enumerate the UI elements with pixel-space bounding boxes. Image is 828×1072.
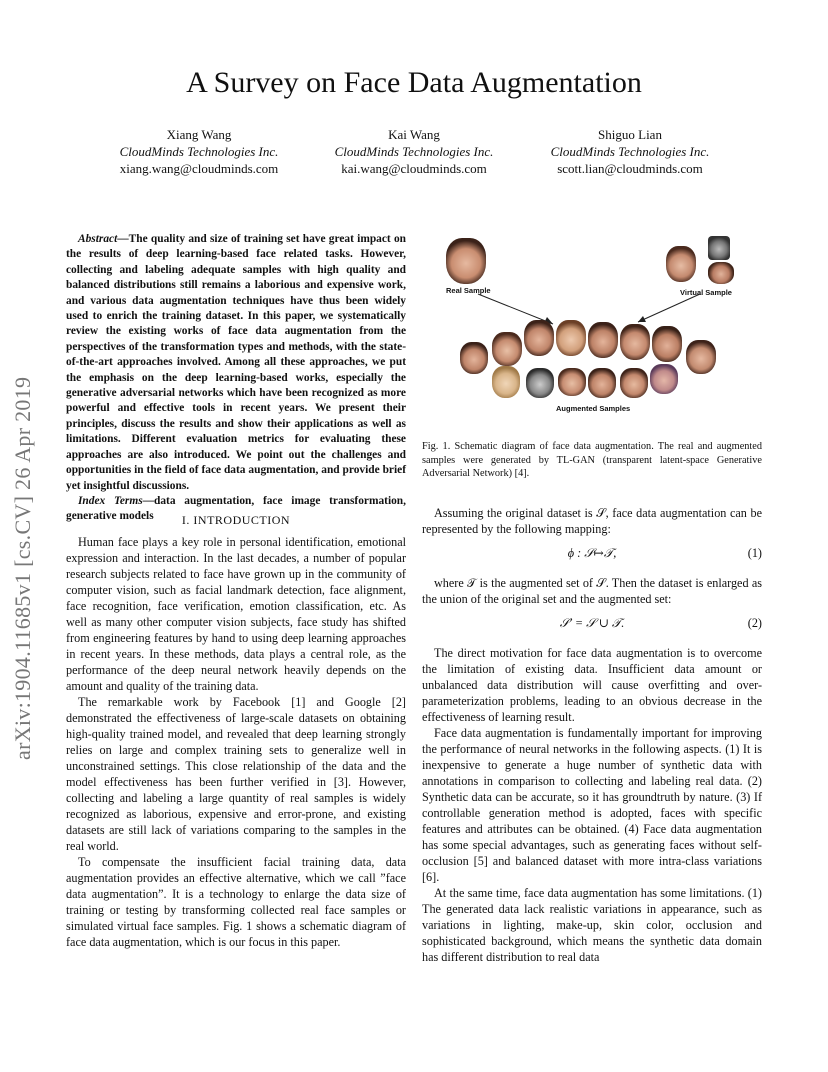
- equation-formula: ϕ : 𝒮↦𝒯,: [567, 546, 617, 560]
- virtual-face-image: [708, 236, 730, 260]
- body-paragraph: The remarkable work by Facebook [1] and Google [2] demonstrated the effectiveness of large-scale datasets on obtaining high-quality trained model, and revealed that deep learning strongly relies on large and complex training sets to generalize well in unconstrained settings. This close relationship of the data and the model effectiveness has been further verified in [3]. However, collecting and labeling a large quantity of real samples is widely recognized as laborious, expensive and error-prone, and existing datasets are still lack of variations comparing to the samples in the real world.: [66, 695, 406, 853]
- virtual-face-image: [708, 262, 734, 284]
- equation-number: (1): [747, 546, 762, 560]
- left-column-body: [66, 500, 406, 950]
- author-affiliation: CloudMinds Technologies Inc.: [334, 144, 494, 159]
- body-paragraph: Assuming the original dataset is 𝒮, face data augmentation can be represented by the following mapping:: [422, 506, 762, 536]
- equation-1: [422, 545, 762, 567]
- author-email: scott.lian@cloudminds.com: [557, 161, 703, 176]
- equation-2: [422, 615, 762, 637]
- abstract: [66, 232, 406, 525]
- figure-caption: Fig. 1. Schematic diagram of face data augmentation. The real and augmented samples were generated by TL-GAN (transparent latent-space Generative Adversarial Network) [4].: [422, 441, 762, 479]
- author-email: kai.wang@cloudminds.com: [341, 161, 487, 176]
- author-email: xiang.wang@cloudminds.com: [119, 161, 279, 176]
- augmented-face-image: [492, 332, 522, 366]
- abstract-text: —The quality and size of training set have great impact on the results of deep learning-based face related tasks. However, collecting and labeling adequate samples with high quality and balanced distributions still remains a laborious and expensive work, and various data augmentation techniques have thus been widely used to enrich the training dataset. In this paper, we systematically review the existing works of face data augmentation from the perspectives of the transformation types and methods, with the state-of-the-art approaches involved. Among all these approaches, we put the emphasis on the deep learning-based works, especially the generative adversarial networks which have been recognized as more powerful and effective tools in recent years. We present their principles, discuss the results and show their applications as well as limitations. Different evaluation metrics for evaluating these approaches are also introduced. We point out the challenges and opportunities in the field of face data augmentation, and provide brief yet insightful discussions.: [66, 233, 406, 492]
- virtual-face-image: [666, 246, 696, 282]
- equation-formula: 𝒮′ = 𝒮 ∪ 𝒯.: [559, 616, 625, 630]
- augmented-face-image: [526, 368, 554, 398]
- arrow-line: [638, 294, 700, 322]
- index-terms-text: —data augmentation, face image transformation, generative models: [66, 494, 406, 523]
- augmented-face-image: [558, 368, 586, 396]
- figure-1: [438, 232, 758, 432]
- body-paragraph: where 𝒯 is the augmented set of 𝒮. Then the dataset is enlarged as the union of the original set and the augmented set:: [422, 576, 762, 606]
- paper-title: A Survey on Face Data Augmentation: [186, 66, 642, 99]
- body-paragraph: At the same time, face data augmentation has some limitations. (1) The generated data lack realistic variations in appearance, such as variations in lighting, make-up, skin color, occlusion and sophisticated background, which means the synthetic data domain has different distribution to real data: [422, 886, 762, 964]
- augmented-face-image: [620, 324, 650, 360]
- right-column-body: [422, 505, 762, 965]
- augmented-samples-label: Augmented Samples: [556, 404, 631, 413]
- author-block: [84, 126, 314, 177]
- augmented-face-image: [686, 340, 716, 374]
- real-face-image: [446, 238, 486, 284]
- augmented-face-image: [588, 368, 616, 398]
- augmented-face-image: [588, 322, 618, 358]
- real-sample-label: Real Sample: [446, 286, 491, 295]
- body-paragraph: To compensate the insufficient facial training data, data augmentation provides an effective alternative, which we call ”face data augmentation”. It is a technology to enlarge the data size of training or testing by transforming collected real face samples or simulated virtual face samples. Fig. 1 shows a schematic diagram of face data augmentation, which is our focus in this paper.: [66, 855, 406, 949]
- augmented-face-image: [492, 366, 520, 398]
- author-name: Kai Wang: [388, 127, 440, 142]
- author-affiliation: CloudMinds Technologies Inc.: [119, 144, 279, 159]
- abstract-label: Abstract: [78, 233, 118, 245]
- augmented-face-image: [460, 342, 488, 374]
- author-name: Shiguo Lian: [598, 127, 662, 142]
- virtual-sample-label: Virtual Sample: [680, 288, 732, 297]
- body-paragraph: Face data augmentation is fundamentally important for improving the performance of neural networks in the following aspects. (1) It is inexpensive to generate a huge number of synthetic data with annotations in comparison to collecting and labeling real data. (2) Synthetic data can be accurate, so it has groundtruth by nature. (3) If controllable generation method is adopted, faces with specific features and attributes can be obtained. (4) Face data augmentation has some special advantages, such as generating faces without self-occlusion [5] and balanced dataset with more intra-class variations [6].: [422, 726, 762, 884]
- arxiv-side-banner: arXiv:1904.11685v1 [cs.CV] 26 Apr 2019: [10, 376, 35, 760]
- section-heading: I. INTRODUCTION: [181, 513, 291, 527]
- augmented-face-image: [650, 364, 678, 394]
- author-affiliation: CloudMinds Technologies Inc.: [550, 144, 710, 159]
- augmented-face-image: [652, 326, 682, 362]
- author-block: [299, 126, 529, 177]
- augmented-face-image: [556, 320, 586, 356]
- author-name: Xiang Wang: [166, 127, 232, 142]
- author-block: [515, 126, 745, 177]
- body-paragraph: Human face plays a key role in personal identification, emotional expression and interaction. In the last decades, a number of popular research subjects related to face have grown up in the community of computer vision, such as facial landmark detection, face alignment, face recognition, face verification, emotion classification, etc. As well as many other computer vision subjects, face study has shifted from engineering features by hand to using deep learning approaches in recent years. In these methods, data plays a central role, as the performance of the deep neural network heavily depends on the amount and quality of the training data.: [66, 535, 406, 693]
- index-terms-label: Index Terms: [78, 494, 143, 507]
- equation-number: (2): [747, 616, 762, 630]
- augmented-face-image: [524, 320, 554, 356]
- body-paragraph: The direct motivation for face data augmentation is to overcome the limitation of existing data. Insufficient data amount or unbalanced data distribution will cause overfitting and over-parameterization problems, leading to an obvious decrease in the effectiveness of learning result.: [422, 646, 762, 724]
- augmented-face-image: [620, 368, 648, 398]
